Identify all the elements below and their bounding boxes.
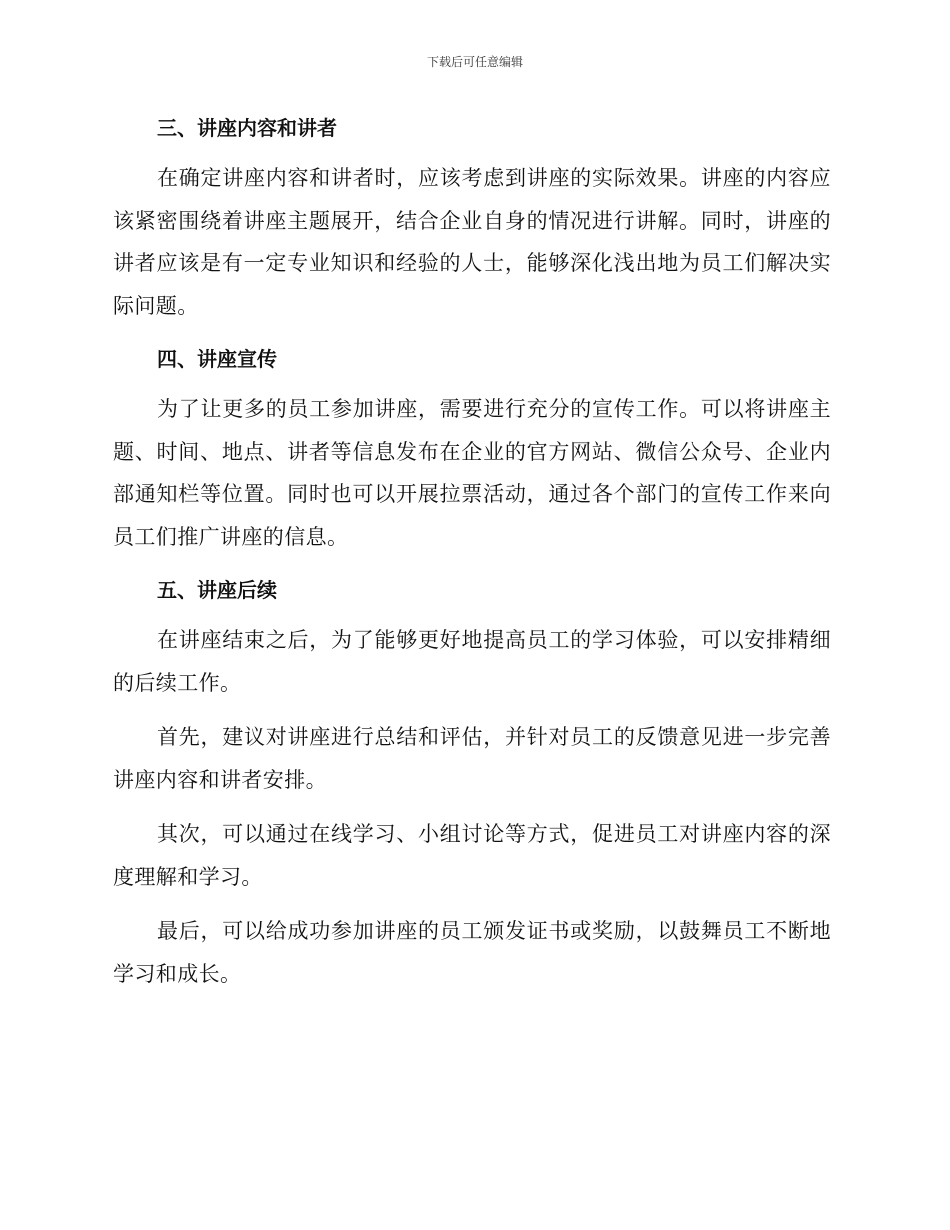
paragraph: 在确定讲座内容和讲者时，应该考虑到讲座的实际效果。讲座的内容应该紧密围绕着讲座主题展开，结合企业自身的情况进行讲解。同时，讲座的讲者应该是有一定专业知识和经验的人士，能够深化浅出地为员工们解决实际问题。 xyxy=(113,166,831,318)
spacer xyxy=(113,704,831,716)
section-heading: 五、讲座后续 xyxy=(157,578,277,602)
spacer xyxy=(113,801,831,813)
paragraph: 首先，建议对讲座进行总结和评估，并针对员工的反馈意见进一步完善讲座内容和讲者安排。 xyxy=(113,725,831,792)
spacer xyxy=(113,148,831,157)
spacer xyxy=(113,379,831,388)
spacer xyxy=(113,327,831,339)
spacer xyxy=(113,898,831,910)
document-body xyxy=(113,108,831,995)
section-heading: 三、讲座内容和讲者 xyxy=(157,116,337,140)
section-heading: 四、讲座宣传 xyxy=(157,347,277,371)
spacer xyxy=(113,558,831,570)
paragraph: 其次，可以通过在线学习、小组讨论等方式，促进员工对讲座内容的深度理解和学习。 xyxy=(113,822,831,889)
paragraph: 在讲座结束之后，为了能够更好地提高员工的学习体验，可以安排精细的后续工作。 xyxy=(113,628,831,695)
paragraph: 为了让更多的员工参加讲座，需要进行充分的宣传工作。可以将讲座主题、时间、地点、讲者等信息发布在企业的官方网站、微信公众号、企业内部通知栏等位置。同时也可以开展拉票活动，通过各个部门的宣传工作来向员工们推广讲座的信息。 xyxy=(113,397,831,549)
spacer xyxy=(113,610,831,619)
page-header: 下载后可任意编辑 xyxy=(426,55,523,69)
paragraph: 最后，可以给成功参加讲座的员工颁发证书或奖励，以鼓舞员工不断地学习和成长。 xyxy=(113,919,831,986)
